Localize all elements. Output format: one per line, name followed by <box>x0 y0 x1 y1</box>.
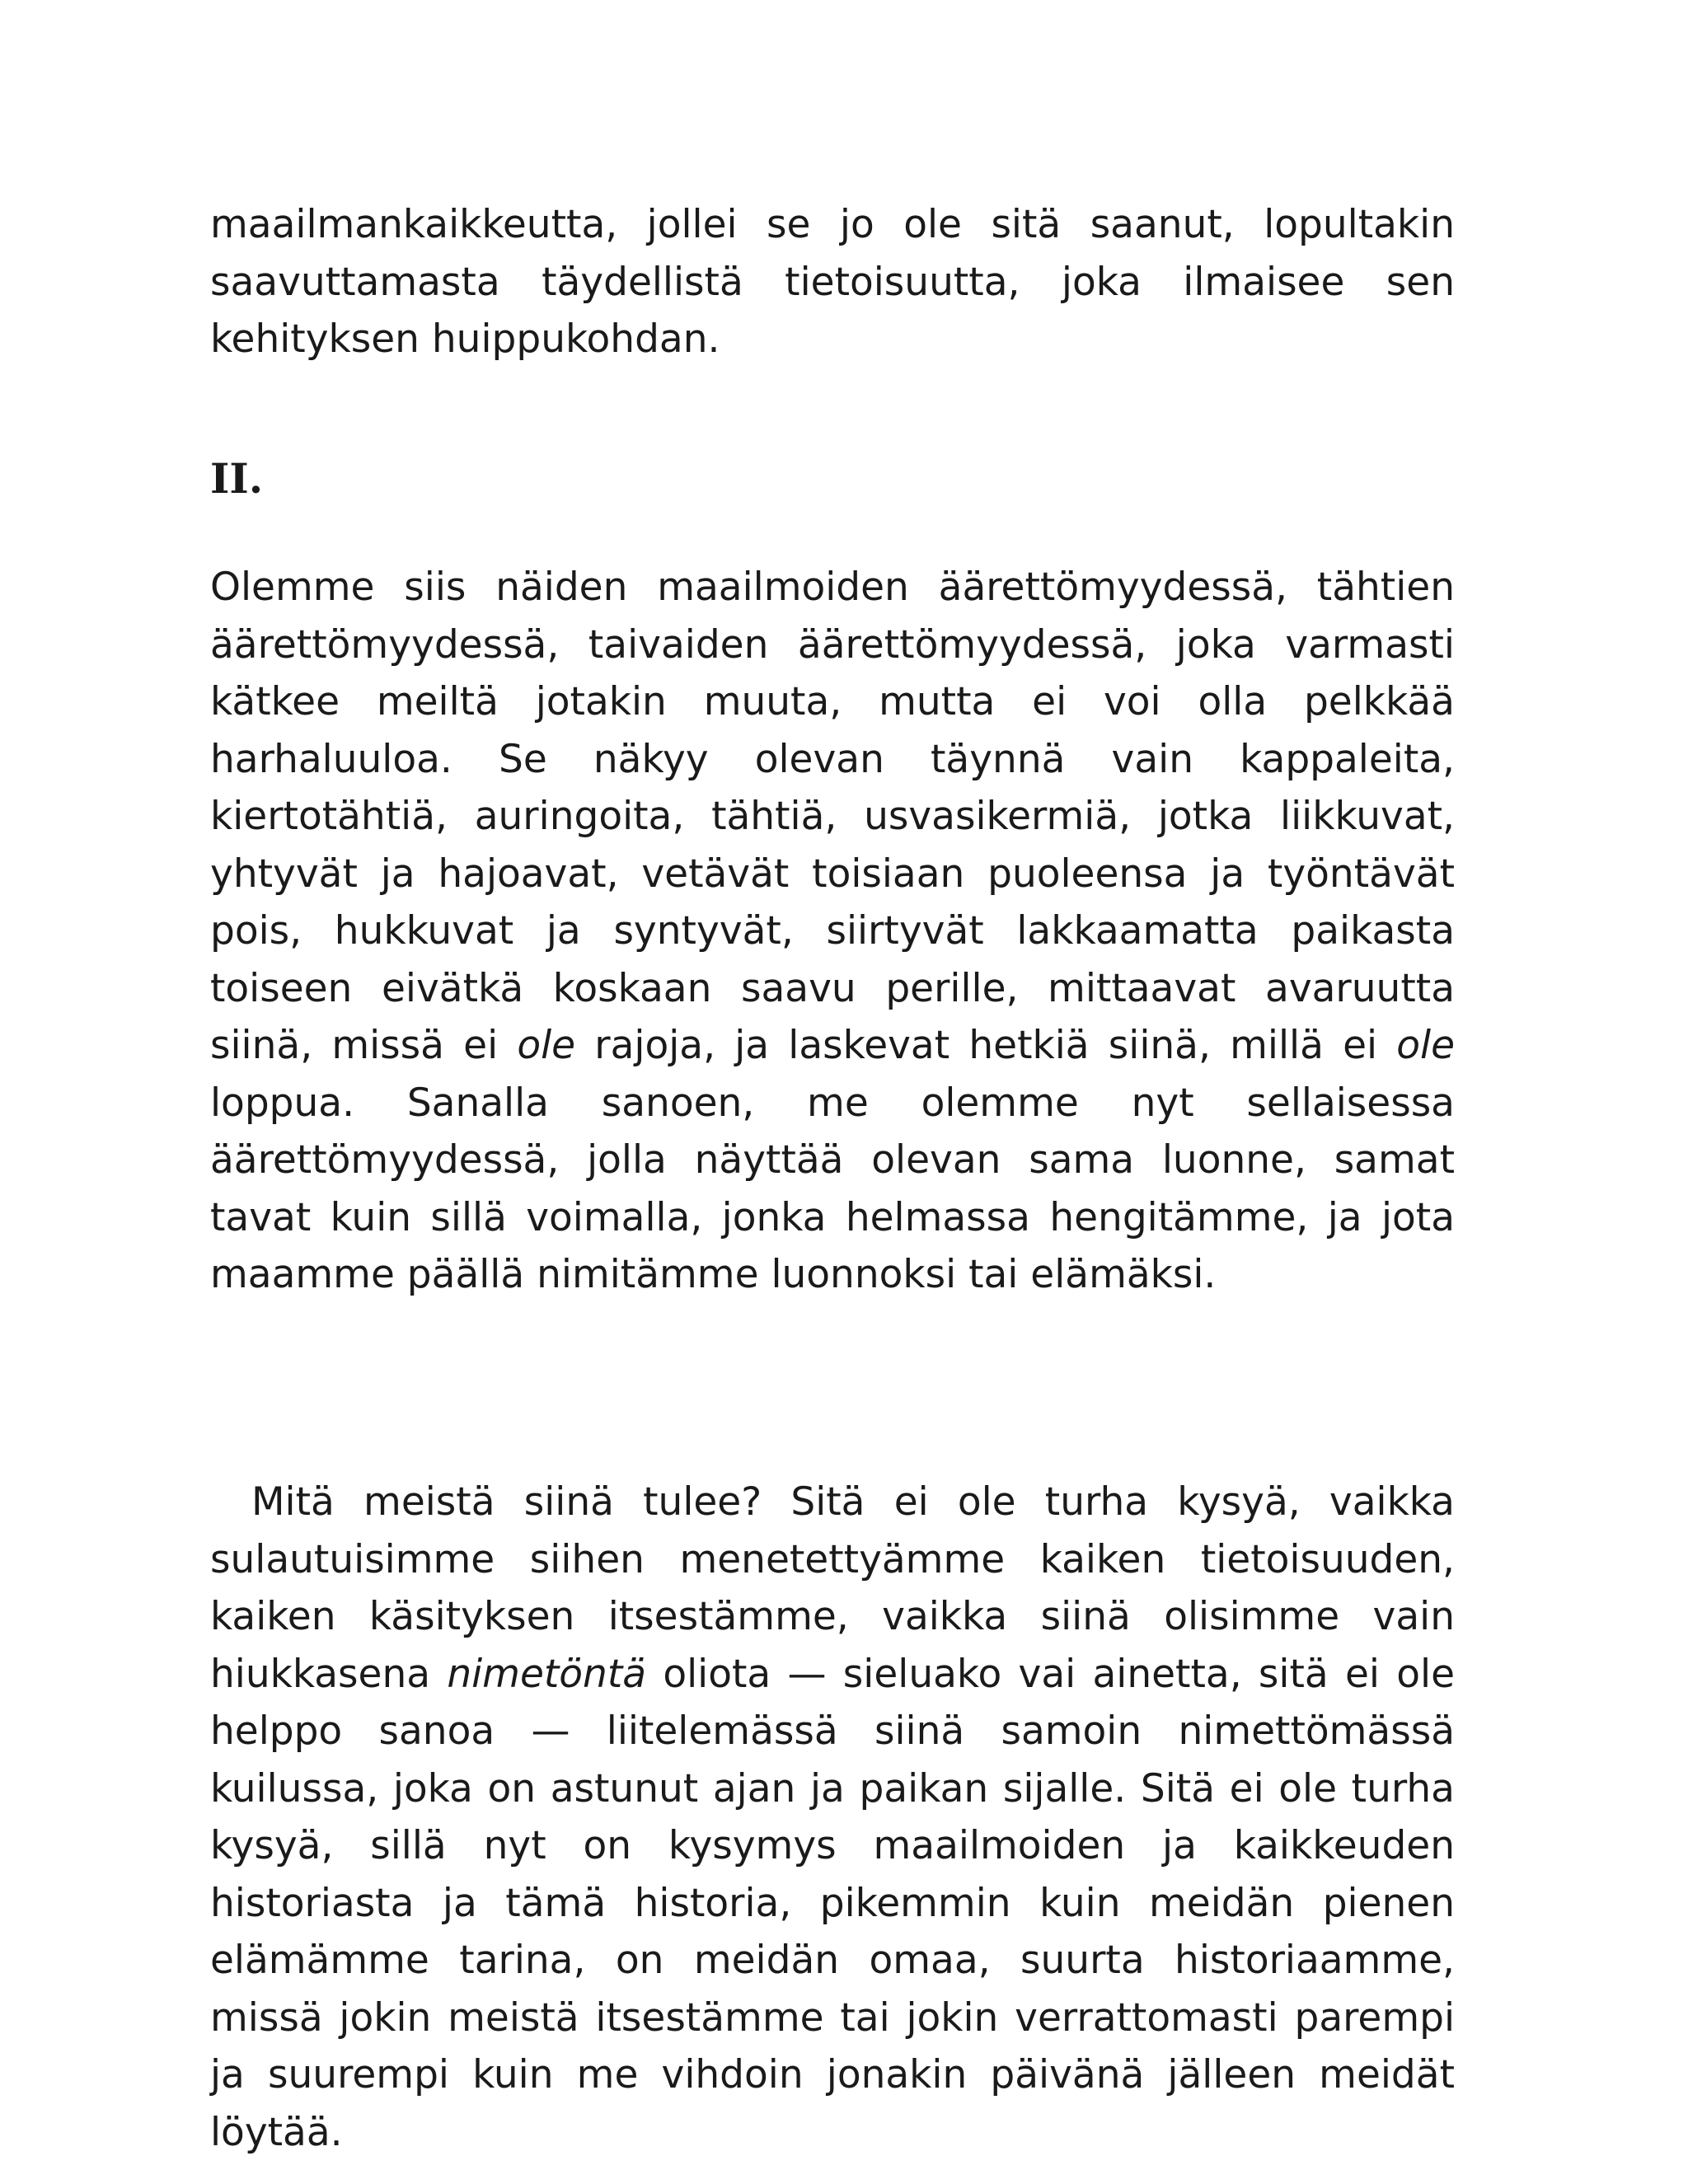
paragraph-2-text-a: Mitä meistä siinä tulee? Sitä ei ole turha kysyä, vaikka sulautuisimme siihen menetettyämme kaiken tietoisuuden, kaiken käsityksen itsestämme, vaikka siinä olisimme vain hiukkasena <box>210 1479 1455 1697</box>
paragraph-1-text-c: loppua. Sanalla sanoen, me olemme nyt sellaisessa äärettömyydessä, jolla näyttää olevan sama luonne, samat tavat kuin sillä voimalla, jonka helmassa hengitämme, ja jota maamme päällä nimitämme luonnoksi tai elämäksi. <box>210 1080 1455 1297</box>
paragraph-2 <box>210 1474 1455 2161</box>
paragraph-1-emphasis-a: ole <box>517 1023 576 1068</box>
paragraph-1-text-a: Olemme siis näiden maailmoiden äärettömyydessä, tähtien äärettömyydessä, taivaiden äärettömyydessä, joka varmasti kätkee meiltä jotakin muuta, mutta ei voi olla pelkkää harhaluuloa. Se näkyy olevan täynnä vain kappaleita, kiertotähtiä, auringoita, tähtiä, usvasikermiä, jotka liikkuvat, yhtyvät ja hajoavat, vetävät toisiaan puoleensa ja työntävät pois, hukkuvat ja syntyvät, siirtyvät lakkaamatta paikasta toiseen eivätkä koskaan saavu perille, mittaavat avaruutta siinä, missä ei <box>210 565 1455 1068</box>
paragraph-2-text-b: oliota — sieluako vai ainetta, sitä ei ole helppo sanoa — liitelemässä siinä samoin nimettömässä kuilussa, joka on astunut ajan ja paikan sijalle. Sitä ei ole turha kysyä, sillä nyt on kysymys maailmoiden ja kaikkeuden historiasta ja tämä historia, pikemmin kuin meidän pienen elämämme tarina, on meidän omaa, suurta historiaamme, missä jokin meistä itsestämme tai jokin verrattomasti parempi ja suurempi kuin me vihdoin jonakin päivänä jälleen meidät löytää. <box>210 1651 1455 2155</box>
document-page <box>210 196 1456 2155</box>
intro-text: maailmankaikkeutta, jollei se jo ole sitä saanut, lopultakin saavuttamasta täydellistä tietoisuutta, joka ilmaisee sen kehityksen huippukohdan. <box>210 202 1455 362</box>
section-heading: II. <box>210 454 264 503</box>
intro-paragraph <box>210 196 1455 368</box>
paragraph-1-emphasis-b: ole <box>1396 1023 1456 1068</box>
paragraph-2-emphasis: nimetöntä <box>447 1651 647 1697</box>
paragraph-1-text-b: rajoja, ja laskevat hetkiä siinä, millä ei <box>575 1023 1397 1068</box>
paragraph-1 <box>210 559 1455 1304</box>
